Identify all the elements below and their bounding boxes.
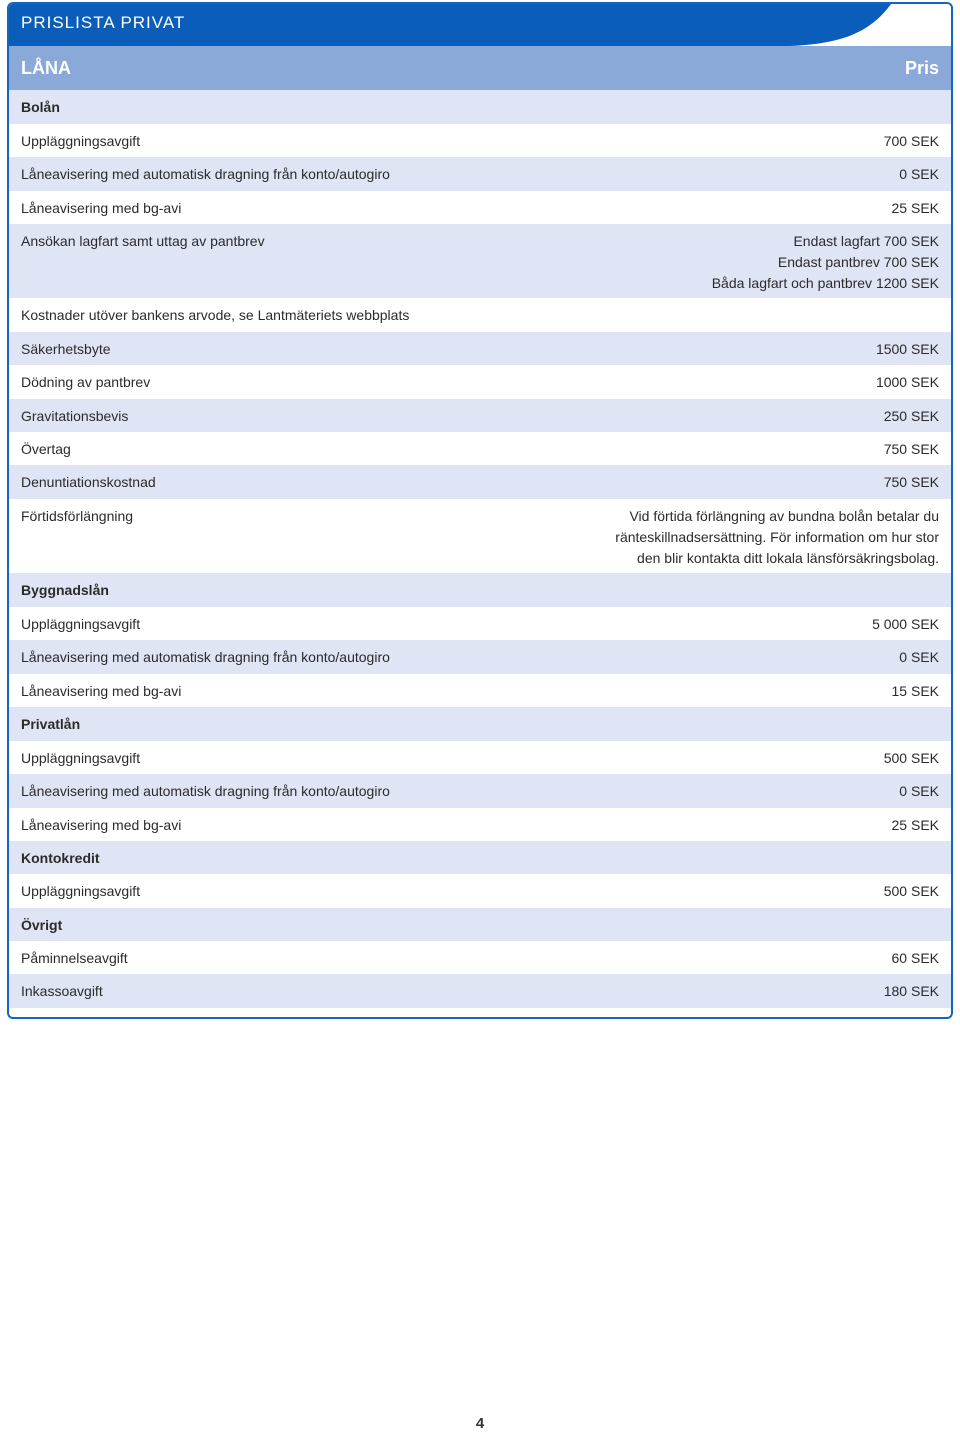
price-row <box>9 774 951 808</box>
fee-note-lines <box>615 506 939 569</box>
price-row <box>9 365 951 399</box>
info-label: Kostnader utöver bankens arvode, se Lantmäteriets webbplats <box>21 307 410 323</box>
fee-label: Övertag <box>21 441 71 457</box>
fee-label: Inkassoavgift <box>21 983 103 999</box>
price-row <box>9 332 951 365</box>
price-row <box>9 465 951 499</box>
fee-price: 700 SEK <box>883 133 939 149</box>
fee-label: Låneavisering med automatisk dragning från konto/autogiro <box>21 649 390 665</box>
fee-note-line: den blir kontakta ditt lokala länsförsäkringsbolag. <box>637 550 939 566</box>
price-column-header: Pris <box>904 58 939 78</box>
fee-price-line: Endast pantbrev 700 SEK <box>777 254 939 270</box>
fee-price: 0 SEK <box>899 783 939 799</box>
fee-label: Säkerhetsbyte <box>21 341 111 357</box>
section-heading-label: Bolån <box>21 99 60 115</box>
page-number: 4 <box>475 1415 485 1432</box>
fee-label: Uppläggningsavgift <box>21 750 141 766</box>
section-heading-byggnadslan <box>9 573 951 607</box>
fee-label: Uppläggningsavgift <box>21 616 141 632</box>
fee-label: Låneavisering med bg-avi <box>21 817 182 833</box>
fee-price: 750 SEK <box>883 474 939 490</box>
fee-label: Påminnelseavgift <box>21 950 128 966</box>
section-heading-kontokredit <box>9 841 951 874</box>
price-row <box>9 674 951 707</box>
price-row <box>9 191 951 224</box>
fee-price-line: Endast lagfart 700 SEK <box>793 233 939 249</box>
fee-price: 1000 SEK <box>875 374 939 390</box>
fee-label: Förtidsförlängning <box>21 508 134 524</box>
fee-label: Gravitationsbevis <box>21 408 129 424</box>
fee-price: 25 SEK <box>891 817 939 833</box>
title-bar <box>9 4 951 46</box>
fee-label: Uppläggningsavgift <box>21 883 141 899</box>
fee-price: 500 SEK <box>883 750 939 766</box>
fee-price: 180 SEK <box>883 983 939 999</box>
price-row <box>9 974 951 1008</box>
fee-price: 0 SEK <box>899 166 939 182</box>
page-title: PRISLISTA PRIVAT <box>21 13 186 32</box>
price-row <box>9 808 951 841</box>
price-row <box>9 432 951 465</box>
info-row <box>9 298 951 332</box>
fee-label: Denuntiationskostnad <box>21 474 156 490</box>
fee-label: Ansökan lagfart samt uttag av pantbrev <box>21 233 265 249</box>
fee-label: Dödning av pantbrev <box>21 374 151 390</box>
fee-price: 15 SEK <box>891 683 939 699</box>
section-heading-label: Byggnadslån <box>21 582 109 598</box>
price-list-card <box>7 2 953 1019</box>
fee-price: 5 000 SEK <box>872 616 939 632</box>
price-row <box>9 399 951 432</box>
price-row <box>9 157 951 191</box>
fee-price: 1500 SEK <box>875 341 939 357</box>
price-row <box>9 741 951 774</box>
fee-label: Låneavisering med bg-avi <box>21 683 182 699</box>
price-row <box>9 640 951 674</box>
section-heading-ovrigt <box>9 908 951 941</box>
section-heading-label: Privatlån <box>21 716 81 732</box>
section-title: LÅNA <box>21 58 71 78</box>
section-heading-label: Kontokredit <box>21 850 100 866</box>
fee-price: 250 SEK <box>883 408 939 424</box>
price-row <box>9 224 951 298</box>
fee-price: 0 SEK <box>899 649 939 665</box>
fee-note-line: ränteskillnadsersättning. För information om hur stor <box>615 529 939 545</box>
price-row <box>9 607 951 640</box>
price-row <box>9 124 951 157</box>
section-heading-bolan <box>9 90 951 124</box>
price-row <box>9 499 951 573</box>
fee-price-lines <box>712 231 939 294</box>
fee-price: 25 SEK <box>891 200 939 216</box>
fee-label: Uppläggningsavgift <box>21 133 141 149</box>
section-heading-privatlan <box>9 707 951 741</box>
section-header-row <box>9 46 951 90</box>
fee-price: 750 SEK <box>883 441 939 457</box>
fee-price: 60 SEK <box>891 950 939 966</box>
price-row <box>9 874 951 908</box>
fee-price: 500 SEK <box>883 883 939 899</box>
section-heading-label: Övrigt <box>21 917 63 933</box>
fee-label: Låneavisering med automatisk dragning från konto/autogiro <box>21 166 390 182</box>
fee-label: Låneavisering med automatisk dragning från konto/autogiro <box>21 783 390 799</box>
fee-price-line: Båda lagfart och pantbrev 1200 SEK <box>711 275 939 291</box>
fee-note-line: Vid förtida förlängning av bundna bolån betalar du <box>629 508 939 524</box>
price-row <box>9 941 951 974</box>
fee-label: Låneavisering med bg-avi <box>21 200 182 216</box>
